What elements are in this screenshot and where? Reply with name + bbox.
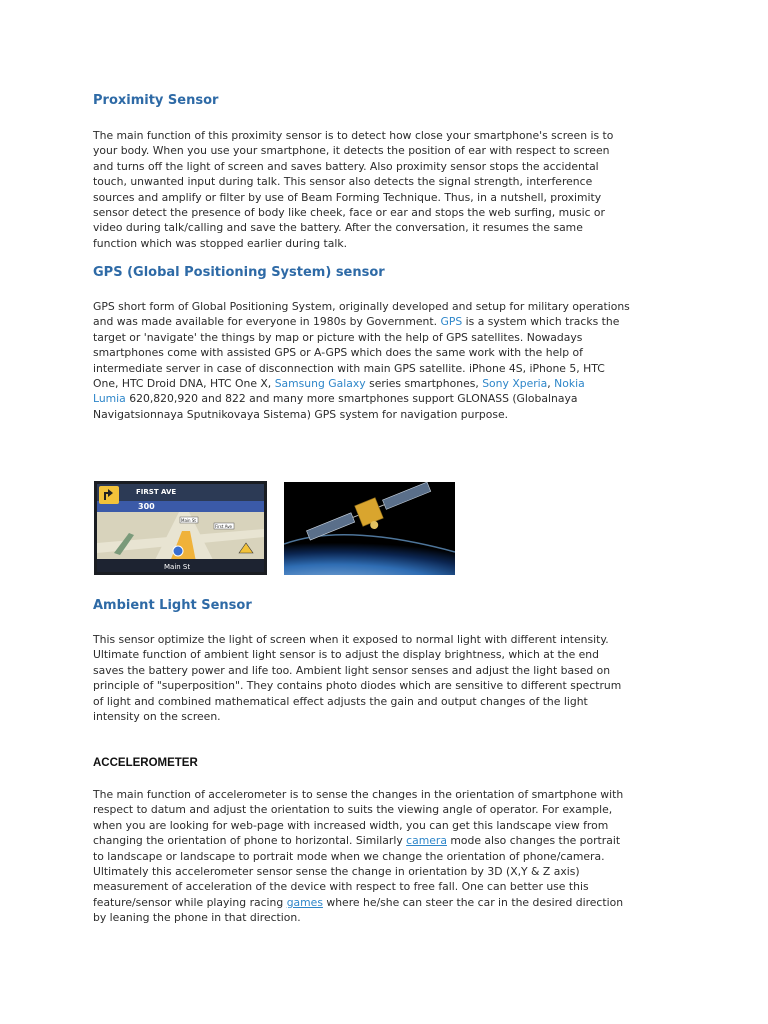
text-span: and was made available for everyone in 1980s by Government. (93, 315, 441, 329)
text-line: saves the battery power and life too. Ambient light sensor senses and adjust the light based on (93, 663, 611, 677)
ambient-heading: Ambient Light Sensor (93, 598, 252, 613)
text-line: The main function of accelerometer is to sense the changes in the orientation of smartphone with (93, 788, 624, 801)
text-line: when you are looking for web-page with increased width, you can get this landscape view from (93, 818, 609, 832)
sony-xperia-link[interactable]: Sony Xperia (482, 377, 548, 391)
text-line: video during talk/calling and save the battery. After the conversation, it resumes the same (93, 221, 583, 235)
accelerometer-heading: ACCELEROMETER (93, 757, 198, 769)
vehicle-icon (173, 546, 183, 556)
games-link[interactable]: games (286, 895, 323, 909)
text-line: and turns off the light of screen and saves battery. Also proximity sensor stops the accidental (93, 159, 599, 173)
text-line: intensity on the screen. (93, 710, 221, 724)
text-line: your body. When you use your smartphone, it detects the position of ear with respect to screen (93, 144, 610, 158)
lumia-link[interactable]: Lumia (93, 392, 126, 406)
text-line: function which was stopped earlier during talk. (93, 236, 348, 250)
map-label-main: Main St (181, 518, 196, 523)
accelerometer-paragraph (93, 787, 678, 926)
samsung-galaxy-link[interactable]: Samsung Galaxy (274, 377, 366, 391)
text-line: This sensor optimize the light of screen when it exposed to normal light with different intensity. (93, 633, 609, 646)
map-label-first: First Ave (215, 524, 233, 529)
proximity-paragraph (93, 128, 678, 251)
text-span: changing the orientation of phone to horizontal. Similarly (93, 834, 407, 848)
text-span: , (547, 377, 555, 391)
text-line (93, 895, 678, 910)
text-line: smartphones come with assisted GPS or A-GPS which does the same work with the help of (93, 346, 583, 360)
text-span: One, HTC Droid DNA, HTC One X, (93, 377, 275, 391)
proximity-heading: Proximity Sensor (93, 93, 219, 108)
text-span: where he/she can steer the car in the desired direction (322, 895, 624, 909)
text-span: 620,820,920 and 822 and many more smartphones support GLONASS (Globalnaya (125, 392, 578, 406)
text-span: feature/sensor while playing racing (93, 895, 287, 909)
text-line: sensor detect the presence of body like cheek, face or ear and stops the web surfing, music or (93, 206, 605, 220)
satellite-graphic (284, 482, 455, 575)
gps-paragraph (93, 299, 678, 422)
text-line: target or 'navigate' the things by map or picture with the help of GPS satellites. Nowadays (93, 330, 583, 344)
text-line: Ultimate function of ambient light sensor is to adjust the display brightness, which at the end (93, 648, 599, 662)
text-line: touch, unwanted input during talk. This sensor also detects the signal strength, interference (93, 175, 593, 189)
text-line (93, 314, 678, 329)
satellite-image (284, 482, 455, 575)
camera-link[interactable]: camera (406, 834, 447, 848)
text-line: by leaning the phone in that direction. (93, 911, 301, 925)
text-line: sources and amplify or filter by use of Beam Forming Technique. Thus, in a nutshell, proximity (93, 190, 602, 204)
nokia-link[interactable]: Nokia (554, 377, 585, 391)
text-line: Ultimately this accelerometer sensor sense the change in orientation by 3D (X,Y & Z axis) (93, 865, 580, 879)
text-line (93, 376, 678, 391)
street-bottom-label: Main St (164, 563, 191, 571)
text-line: The main function of this proximity sensor is to detect how close your smartphone's screen is to (93, 129, 614, 142)
distance-label: 300 (138, 502, 155, 511)
text-line: respect to datum and adjust the orientation to suits the viewing angle of operator. For example, (93, 803, 613, 817)
street-top-label: FIRST AVE (136, 488, 177, 496)
text-line: to landscape or landscape to portrait mode when we change the orientation of phone/camera. (93, 849, 605, 863)
gps-map-graphic (94, 481, 267, 575)
ambient-paragraph (93, 632, 678, 724)
gps-link[interactable]: GPS (440, 315, 463, 329)
text-line: GPS short form of Global Positioning System, originally developed and setup for military operations (93, 300, 630, 313)
text-line: of light and combined mathematical effect adjusts the gain and output changes of the light (93, 694, 588, 708)
text-line (93, 391, 678, 406)
gps-heading: GPS (Global Positioning System) sensor (93, 265, 385, 280)
text-span: series smartphones, (365, 377, 483, 391)
text-line: principle of "superposition". They contains photo diodes which are sensitive to different spectrum (93, 679, 622, 693)
text-line: intermediate server in case of disconnection with main GPS satellite. iPhone 4S, iPhone 5, HTC (93, 361, 605, 375)
text-line (93, 833, 678, 848)
gps-navigation-image (94, 481, 267, 575)
text-span: is a system which tracks the (462, 315, 620, 329)
text-span: mode also changes the portrait (446, 834, 621, 848)
text-line: measurement of acceleration of the device with respect to free fall. One can better use this (93, 880, 589, 894)
text-line: Navigatsionnaya Sputnikovaya Sistema) GPS system for navigation purpose. (93, 407, 509, 421)
